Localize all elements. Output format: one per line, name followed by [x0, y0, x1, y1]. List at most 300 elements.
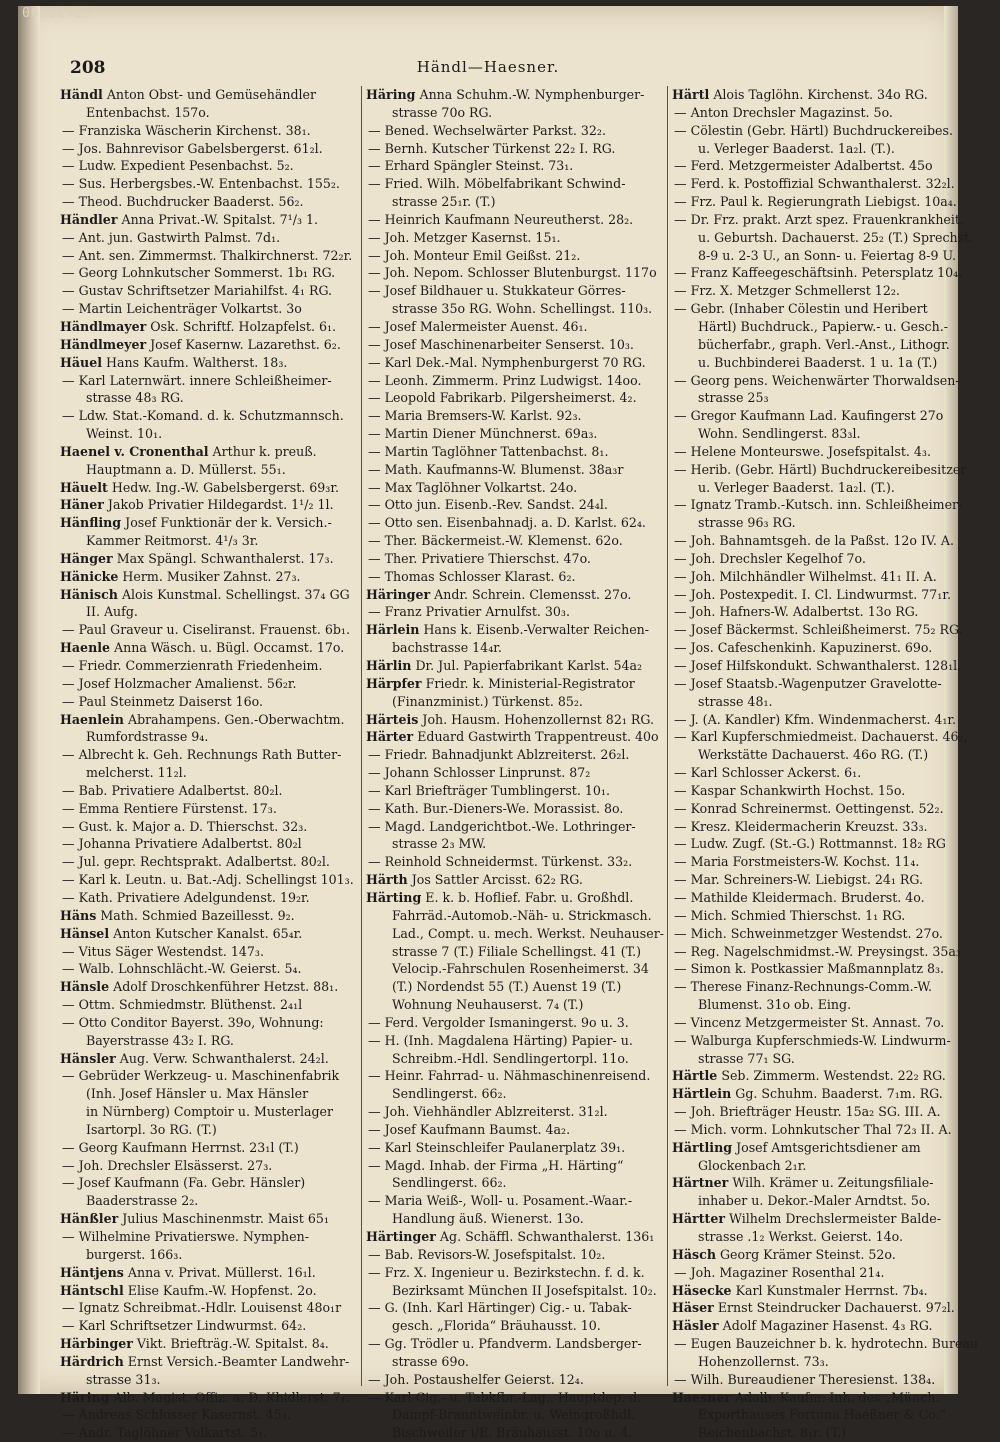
- directory-subentry: [672, 782, 964, 800]
- subentry-dash: —: [368, 336, 385, 352]
- entry-details: Elise Kaufm.-W. Hopfenst. 2o.: [127, 1282, 317, 1298]
- directory-subentry: [366, 282, 658, 300]
- entry-details: Maria Weiß-, Woll- u. Posament.-Waar.-: [384, 1193, 633, 1209]
- directory-subentry: [366, 461, 658, 479]
- entry-surname: Hänsler: [60, 1050, 116, 1066]
- directory-entry: [366, 871, 658, 889]
- directory-entry: [366, 621, 658, 639]
- entry-details: Franz Privatier Arnulfst. 30₃.: [384, 604, 570, 620]
- entry-details: Anton Drechsler Magazinst. 5o.: [690, 104, 893, 120]
- subentry-dash: —: [368, 229, 385, 245]
- subentry-dash: —: [62, 1014, 79, 1030]
- entry-surname: Häuelt: [60, 479, 108, 495]
- entry-surname: Härtling: [672, 1139, 733, 1155]
- entry-details: Maria Forstmeisters-W. Kochst. 11₄.: [690, 854, 920, 870]
- directory-subentry: [366, 264, 658, 282]
- directory-subentry: [366, 1389, 658, 1407]
- entry-details: Ernst Versich.-Beamter Landwehr-: [127, 1353, 350, 1369]
- subentry-dash: —: [368, 265, 385, 281]
- directory-subentry: [672, 603, 964, 621]
- subentry-dash: —: [368, 408, 385, 424]
- directory-subentry: [366, 603, 658, 621]
- entry-details: Mich. vorm. Lohnkutscher Thal 72₃ II. A.: [690, 1121, 952, 1137]
- entry-details: Ant. sen. Zimmermst. Thalkirchnerst. 72₂r.: [78, 247, 353, 263]
- entry-details: Karl Cig.- u. Tabkfbr.-Lag., Hauptdep. d.: [384, 1389, 642, 1405]
- subentry-dash: —: [674, 925, 691, 941]
- directory-subentry: [672, 1371, 964, 1389]
- entry-details: Ludw. Expedient Pesenbachst. 5₂.: [78, 158, 294, 174]
- running-header: Händl—Haesner.: [416, 58, 560, 76]
- subentry-dash: —: [62, 1229, 79, 1244]
- entry-details: Mich. Schmied Thierschst. 1₁ RG.: [690, 907, 906, 923]
- directory-subentry: [366, 568, 658, 586]
- entry-details: Josef Kaufmann (Fa. Gebr. Hänsler): [78, 1175, 306, 1191]
- entry-details: Cölestin (Gebr. Härtl) Buchdruckereibes.: [690, 122, 953, 138]
- directory-subentry: [366, 407, 658, 425]
- entry-details: Gebr. (Inhaber Cölestin und Heribert: [690, 301, 928, 317]
- subentry-dash: —: [62, 818, 79, 834]
- directory-subentry: [672, 675, 964, 693]
- entry-continuation: strasse 96₃ RG.: [698, 515, 796, 531]
- directory-subentry: [366, 175, 658, 193]
- entry-details: Alois Taglöhn. Kirchenst. 34o RG.: [713, 87, 928, 102]
- directory-entry: [672, 86, 964, 104]
- entry-details: Mar. Schreiners-W. Liebigst. 24₁ RG.: [690, 872, 924, 888]
- directory-entry: [60, 86, 352, 104]
- entry-details: Gg. Schuhm. Baaderst. 7₁m. RG.: [735, 1086, 943, 1102]
- directory-subentry: [672, 264, 964, 282]
- directory-subentry: [672, 657, 964, 675]
- directory-subentry: [366, 372, 658, 390]
- subentry-dash: —: [674, 194, 691, 210]
- entry-details: Dr. Jul. Papierfabrikant Karlst. 54a₂: [415, 658, 643, 673]
- directory-subentry: [60, 140, 352, 158]
- directory-subentry: [366, 354, 658, 372]
- entry-details: Osk. Schriftf. Holzapfelst. 6₁.: [150, 318, 337, 334]
- entry-continuation: Sendlingerst. 66₂.: [392, 1175, 507, 1191]
- subentry-dash: —: [368, 782, 385, 798]
- directory-entry: [60, 211, 352, 229]
- subentry-dash: —: [674, 372, 691, 388]
- directory-subentry: [672, 496, 964, 514]
- subentry-dash: —: [368, 550, 385, 566]
- entry-details: Kaspar Schankwirth Hochst. 15o.: [690, 782, 906, 798]
- entry-details: Karl Kunstmaler Herrnst. 7b₄.: [735, 1282, 928, 1298]
- directory-entry: [60, 1264, 352, 1282]
- entry-details: Frz. X. Metzger Schmellerst 12₂.: [690, 283, 900, 299]
- subentry-dash: —: [674, 158, 691, 174]
- directory-subentry: [366, 550, 658, 568]
- entry-details: Martin Leichenträger Volkartst. 3o: [78, 301, 302, 317]
- directory-entry: [60, 907, 352, 925]
- entry-details: Wilh. Krämer u. Zeitungsfiliale-: [732, 1175, 934, 1191]
- subentry-dash: —: [368, 122, 385, 138]
- directory-entry: [366, 657, 658, 675]
- entry-details: Jos. Bahnrevisor Gabelsbergerst. 61₂l.: [78, 140, 323, 156]
- directory-subentry: [672, 943, 964, 961]
- directory-subentry: [366, 496, 658, 514]
- directory-subentry: [672, 1335, 979, 1353]
- directory-subentry: [60, 1406, 352, 1424]
- page-number: 208: [70, 58, 106, 78]
- directory-subentry: [672, 1014, 964, 1032]
- subentry-dash: —: [368, 1157, 385, 1173]
- directory-subentry: [60, 300, 352, 318]
- directory-subentry: [672, 175, 964, 193]
- subentry-dash: —: [674, 943, 691, 959]
- entry-details: Eugen Bauzeichner b. k. hydrotechn. Bureau: [690, 1336, 979, 1352]
- subentry-dash: —: [674, 1104, 691, 1120]
- entry-continuation: strasse .1₂ Werkst. Geierst. 14o.: [698, 1229, 903, 1244]
- entry-details: Mathilde Kleidermach. Bruderst. 4o.: [690, 889, 925, 905]
- entry-details: Franziska Wäscherin Kirchenst. 38₁.: [78, 122, 311, 138]
- subentry-dash: —: [368, 854, 385, 870]
- entry-details: Herib. (Gebr. Härtl) Buchdruckereibesitzer: [690, 461, 967, 477]
- entry-surname: Hänger: [60, 550, 113, 566]
- entry-surname: Härbinger: [60, 1336, 133, 1352]
- entry-details: Jos Sattler Arcisst. 62₂ RG.: [411, 872, 583, 888]
- entry-details: Helene Monteurswe. Josefspitalst. 4₃.: [690, 443, 931, 459]
- directory-subentry: [672, 871, 964, 889]
- directory-subentry: [366, 1139, 658, 1157]
- entry-details: Sus. Herbergsbes.-W. Entenbachst. 155₂.: [78, 176, 340, 192]
- subentry-dash: —: [62, 943, 79, 959]
- subentry-dash: —: [368, 479, 385, 495]
- entry-details: Vincenz Metzgermeister St. Annast. 7o.: [690, 1014, 945, 1030]
- subentry-dash: —: [674, 104, 691, 120]
- subentry-dash: —: [62, 693, 79, 709]
- entry-details: Jos. Cafeschenkinh. Kapuzinerst. 69o.: [690, 640, 933, 656]
- directory-subentry: [60, 835, 352, 853]
- directory-entry: [60, 354, 352, 372]
- directory-entry: [60, 1210, 352, 1228]
- subentry-dash: —: [674, 622, 691, 638]
- entry-details: Josef Staatsb.-Wagenputzer Gravelotte-: [690, 675, 942, 691]
- entry-details: Georg Krämer Steinst. 52o.: [720, 1246, 896, 1262]
- entry-continuation: Glockenbach 2₁r.: [698, 1157, 807, 1173]
- entry-details: Ant. jun. Gastwirth Palmst. 7d₁.: [78, 229, 281, 245]
- entry-details: Mich. Schweinmetzger Westendst. 27o.: [690, 925, 943, 941]
- entry-details: Paul Graveur u. Ciseliranst. Frauenst. 6b₁.: [78, 622, 350, 638]
- entry-continuation: Reichenbachst. 8₁r. (T.): [698, 1425, 847, 1441]
- subentry-dash: —: [62, 800, 79, 816]
- subentry-dash: —: [674, 265, 691, 281]
- entry-details: Reg. Nagelschmidmst.-W. Preysingst. 35a₃: [690, 943, 961, 959]
- subentry-dash: —: [368, 1121, 385, 1137]
- directory-subentry: [60, 407, 352, 425]
- subentry-dash: —: [674, 782, 691, 798]
- subentry-dash: —: [674, 1264, 691, 1280]
- entry-surname: Härth: [366, 872, 408, 888]
- entry-details: Joh. Postaushelfer Geierst. 12₄.: [384, 1371, 584, 1387]
- directory-subentry: [60, 1067, 352, 1085]
- directory-entry: [60, 550, 352, 568]
- entry-details: Heinr. Fahrrad- u. Nähmaschinenreisend.: [384, 1068, 651, 1084]
- entry-continuation: strasse 70o RG.: [392, 104, 493, 120]
- directory-entry: [366, 889, 658, 907]
- entry-continuation: gesch. „Florida“ Bräuhausst. 10.: [392, 1318, 601, 1334]
- entry-details: Gust. k. Major a. D. Thierschst. 32₃.: [78, 818, 308, 834]
- directory-entry: [672, 1067, 964, 1085]
- entry-continuation: strasse 25₃: [698, 390, 769, 406]
- entry-details: Ignatz Schreibmat.-Hdlr. Louisenst 48o₁r: [78, 1300, 342, 1316]
- subentry-dash: —: [62, 372, 79, 388]
- directory-subentry: [366, 1246, 658, 1264]
- entry-surname: Häntschl: [60, 1282, 124, 1298]
- entry-details: Andr. Schrein. Clemensst. 27o.: [434, 586, 632, 602]
- directory-entry: [672, 1282, 964, 1300]
- directory-subentry: [60, 372, 352, 390]
- subentry-dash: —: [674, 872, 691, 888]
- subentry-dash: —: [62, 889, 79, 905]
- directory-subentry: [60, 229, 352, 247]
- directory-entry: [366, 586, 658, 604]
- subentry-dash: —: [674, 550, 691, 566]
- directory-subentry: [672, 889, 964, 907]
- directory-entry: [366, 711, 658, 729]
- directory-subentry: [672, 300, 964, 318]
- entry-details: Martin Diener Münchnerst. 69a₃.: [384, 426, 598, 442]
- entry-details: Max Spängl. Schwanthalerst. 17₃.: [116, 550, 334, 566]
- entry-details: Kresz. Kleidermacherin Kreuzst. 33₃.: [690, 818, 928, 834]
- entry-details: Leopold Fabrikarb. Pilgersheimerst. 4₂.: [384, 390, 637, 406]
- directory-entry: [60, 514, 352, 532]
- subentry-dash: —: [368, 1246, 385, 1262]
- directory-subentry: [672, 835, 964, 853]
- entry-continuation: bachstrasse 14₄r.: [392, 640, 502, 656]
- entry-details: Anna Privat.-W. Spitalst. 7¹/₃ 1.: [121, 211, 319, 227]
- directory-subentry: [672, 978, 964, 996]
- entry-details: Ignatz Tramb.-Kutsch. inn. Schleißheimer-: [690, 497, 963, 513]
- entry-details: Joh. Hausm. Hohenzollernst 82₁ RG.: [422, 711, 654, 727]
- directory-subentry: [366, 782, 658, 800]
- directory-entry: [672, 1139, 964, 1157]
- directory-subentry: [672, 568, 964, 586]
- column-3: [672, 86, 979, 1442]
- entry-surname: Häner: [60, 497, 104, 513]
- subentry-dash: —: [674, 301, 691, 317]
- subentry-dash: —: [674, 408, 691, 424]
- entry-details: Joh. Bahnamtsgeh. de la Paßst. 12o IV. A.: [690, 533, 954, 549]
- entry-surname: Härteis: [366, 711, 419, 727]
- entry-continuation: strasse 48₃ RG.: [86, 390, 184, 406]
- subentry-dash: —: [368, 140, 385, 156]
- directory-subentry: [672, 372, 964, 390]
- entry-details: Leonh. Zimmerm. Prinz Ludwigst. 14oo.: [384, 372, 642, 388]
- entry-continuation: melcherst. 11₂l.: [86, 765, 187, 781]
- directory-subentry: [366, 746, 658, 764]
- entry-surname: Händlmayer: [60, 318, 147, 334]
- entry-details: Friedr. Bahnadjunkt Ablzreiterst. 26₂l.: [384, 747, 630, 763]
- subentry-dash: —: [62, 997, 79, 1013]
- entry-continuation: Wohnung Neuhauserst. 7₄ (T.): [392, 997, 584, 1013]
- entry-details: Adalb. Kaufm. Inh. des „Münch.: [734, 1389, 940, 1405]
- entry-details: Math. Kaufmanns-W. Blumenst. 38a₃r: [384, 461, 624, 477]
- entry-details: Karl k. Leutn. u. Bat.-Adj. Schellingst 101₃.: [78, 872, 354, 888]
- directory-subentry: [366, 389, 658, 407]
- entry-details: Gebrüder Werkzeug- u. Maschinenfabrik: [78, 1068, 340, 1084]
- entry-surname: Häring: [366, 87, 416, 102]
- entry-details: Bernh. Kutscher Türkenst 22₂ I. RG.: [384, 140, 616, 156]
- directory-entry: [60, 479, 352, 497]
- directory-subentry: [366, 479, 658, 497]
- subentry-dash: —: [368, 443, 385, 459]
- directory-subentry: [672, 211, 964, 229]
- directory-entry: [366, 728, 658, 746]
- entry-surname: Härlin: [366, 658, 412, 673]
- entry-details: Abrahampens. Gen.-Oberwachtm.: [127, 711, 345, 727]
- subentry-dash: —: [62, 194, 79, 210]
- subentry-dash: —: [368, 1300, 385, 1316]
- entry-details: Ag. Schäffl. Schwanthalerst. 136₁: [439, 1229, 655, 1244]
- entry-details: Fried. Wilh. Möbelfabrikant Schwind-: [384, 176, 626, 192]
- directory-subentry: [672, 193, 964, 211]
- entry-details: Hedw. Ing.-W. Gabelsbergerst. 69₃r.: [111, 479, 339, 495]
- entry-details: Kath. Bur.-Dieners-We. Morassist. 8o.: [384, 800, 624, 816]
- directory-entry: [60, 1282, 352, 1300]
- subentry-dash: —: [368, 1068, 385, 1084]
- subentry-dash: —: [368, 426, 385, 442]
- entry-surname: Hänsle: [60, 979, 110, 995]
- subentry-dash: —: [674, 604, 691, 620]
- entry-details: Aug. Verw. Schwanthalerst. 24₂l.: [119, 1050, 329, 1066]
- entry-details: Julius Maschinenmstr. Maist 65₁: [122, 1211, 329, 1227]
- entry-details: Josef Funktionär der k. Versich.-: [125, 515, 332, 531]
- entry-continuation: Blumenst. 31o ob. Eing.: [698, 997, 852, 1013]
- directory-subentry: [366, 532, 658, 550]
- entry-details: Joh. Monteur Emil Geißst. 21₂.: [384, 247, 581, 263]
- directory-entry: [60, 336, 352, 354]
- entry-surname: Haenlein: [60, 711, 124, 727]
- entry-continuation: strasse 77₁ SG.: [698, 1050, 795, 1066]
- entry-details: Georg Lohnkutscher Sommerst. 1b₁ RG.: [78, 265, 336, 281]
- entry-continuation: Härtl) Buchdruck., Papierw.- u. Gesch.-: [698, 318, 948, 334]
- directory-subentry: [60, 675, 352, 693]
- entry-details: Adolf Magaziner Hasenst. 4₃ RG.: [722, 1318, 933, 1334]
- directory-subentry: [60, 1424, 352, 1442]
- subentry-dash: —: [368, 372, 385, 388]
- entry-details: Bab. Revisors-W. Josefspitalst. 10₂.: [384, 1246, 606, 1262]
- entry-details: Frz. Paul k. Regierungrath Liebigst. 10a₄.: [690, 194, 957, 210]
- directory-subentry: [672, 639, 964, 657]
- subentry-dash: —: [368, 354, 385, 370]
- directory-subentry: [60, 853, 352, 871]
- subentry-dash: —: [62, 283, 79, 299]
- entry-details: Ther. Bäckermeist.-W. Klemenst. 62o.: [384, 533, 623, 549]
- entry-details: Joh. Briefträger Heustr. 15a₂ SG. III. A.: [690, 1104, 941, 1120]
- entry-continuation: Lad., Compt. u. mech. Werkst. Neuhauser-: [392, 925, 664, 941]
- directory-subentry: [672, 800, 964, 818]
- directory-subentry: [366, 800, 658, 818]
- directory-subentry: [672, 104, 964, 122]
- entry-details: Paul Steinmetz Daiserst 16o.: [78, 693, 264, 709]
- subentry-dash: —: [62, 836, 79, 852]
- entry-surname: Hänisch: [60, 586, 118, 602]
- subentry-dash: —: [62, 122, 79, 138]
- subentry-dash: —: [674, 818, 691, 834]
- entry-continuation: u. Verleger Baaderst. 1a₂l. (T.).: [698, 479, 895, 495]
- entry-details: Bened. Wechselwärter Parkst. 32₂.: [384, 122, 606, 138]
- subentry-dash: —: [62, 622, 79, 638]
- directory-subentry: [672, 282, 964, 300]
- entry-details: Karl Dek.-Mal. Nymphenburgerst 70 RG.: [384, 354, 646, 370]
- subentry-dash: —: [674, 176, 691, 192]
- entry-continuation: Fahrräd.-Automob.-Näh- u. Strickmasch.: [392, 907, 652, 923]
- subentry-dash: —: [674, 586, 691, 602]
- entry-details: Reinhold Schneidermst. Türkenst. 33₂.: [384, 854, 633, 870]
- directory-entry: [672, 1174, 964, 1192]
- directory-entry: [366, 1228, 658, 1246]
- entry-continuation: Exporthauses Fortuna Haeßner & Co.“: [698, 1407, 947, 1423]
- directory-entry: [60, 586, 352, 604]
- directory-subentry: [366, 853, 658, 871]
- entry-surname: Härtl: [672, 87, 710, 102]
- entry-continuation: (T.) Nordendst 55 (T.) Auenst 19 (T.): [392, 979, 622, 995]
- entry-details: Johanna Privatiere Adalbertst. 80₂l: [78, 836, 302, 852]
- entry-details: H. (Inh. Magdalena Härting) Papier- u.: [384, 1032, 633, 1048]
- entry-details: Joh. Drechsler Elsässerst. 27₃.: [78, 1157, 273, 1173]
- directory-entry: [60, 443, 352, 461]
- directory-subentry: [60, 960, 352, 978]
- subentry-dash: —: [674, 211, 691, 227]
- subentry-dash: —: [674, 122, 691, 138]
- directory-subentry: [60, 264, 352, 282]
- directory-entry: [60, 1353, 352, 1371]
- directory-entry: [60, 1050, 352, 1068]
- entry-details: E. k. b. Hoflief. Fabr. u. Großhdl.: [425, 889, 634, 905]
- subentry-dash: —: [674, 907, 691, 923]
- entry-details: Joh. Metzger Kasernst. 15₁.: [384, 229, 561, 245]
- directory-subentry: [366, 140, 658, 158]
- entry-continuation: (Finanzminist.) Türkenst. 85₂.: [392, 693, 583, 709]
- entry-details: Eduard Gastwirth Trappentreust. 40o: [417, 729, 659, 745]
- subentry-dash: —: [62, 1139, 79, 1155]
- entry-details: Gregor Kaufmann Lad. Kaufingerst 27o: [690, 408, 944, 424]
- entry-details: Karl Schlosser Ackerst. 6₁.: [690, 765, 862, 781]
- entry-continuation: strasse 31₃.: [86, 1371, 161, 1387]
- entry-details: Josef Bäckermst. Schleißheimerst. 75₂ RG.: [690, 622, 963, 638]
- directory-subentry: [60, 782, 352, 800]
- entry-details: Josef Maschinenarbeiter Senserst. 10₃.: [384, 336, 634, 352]
- subentry-dash: —: [674, 283, 691, 299]
- entry-continuation: II. Aufg.: [86, 604, 138, 620]
- subentry-dash: —: [62, 1175, 79, 1191]
- entry-details: Hans k. Eisenb.-Verwalter Reichen-: [423, 622, 650, 638]
- entry-details: Alb. Magist.-Offiz. a. D. Khidlerst. 7₁.: [113, 1389, 350, 1405]
- subentry-dash: —: [368, 1389, 385, 1405]
- entry-details: Josef Amtsgerichtsdiener am: [736, 1139, 921, 1155]
- subentry-dash: —: [368, 497, 385, 513]
- directory-subentry: [366, 211, 658, 229]
- entry-surname: Härlein: [366, 622, 420, 638]
- directory-subentry: [366, 157, 658, 175]
- directory-entry: [366, 675, 658, 693]
- directory-subentry: [366, 1299, 658, 1317]
- subentry-dash: —: [674, 1371, 691, 1387]
- subentry-dash: —: [368, 318, 385, 334]
- subentry-dash: —: [368, 515, 385, 531]
- directory-subentry: [60, 282, 352, 300]
- subentry-dash: —: [62, 140, 79, 156]
- directory-subentry: [60, 175, 352, 193]
- subentry-dash: —: [62, 158, 79, 174]
- entry-details: Vitus Säger Westendst. 147₃.: [78, 943, 264, 959]
- entry-details: Magd. Landgerichtbot.-We. Lothringer-: [384, 818, 636, 834]
- entry-details: Wilh. Bureaudiener Theresienst. 138₄.: [690, 1371, 936, 1387]
- subentry-dash: —: [368, 1104, 385, 1120]
- subentry-dash: —: [62, 1318, 79, 1334]
- directory-subentry: [60, 746, 352, 764]
